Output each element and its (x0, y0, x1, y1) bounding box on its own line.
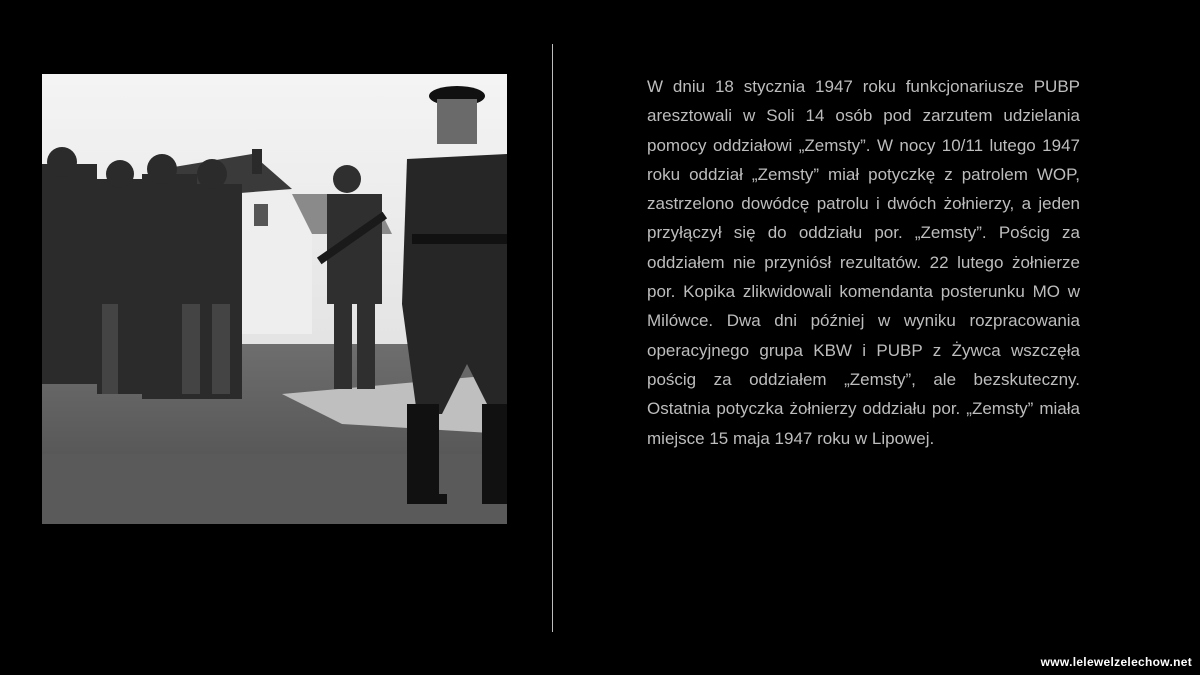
site-watermark: www.lelewelzelechow.net (1040, 655, 1192, 669)
historical-photo (42, 74, 507, 524)
soldiers-photo-illustration (42, 74, 507, 524)
vertical-divider (552, 44, 553, 632)
article-paragraph: W dniu 18 stycznia 1947 roku funkcjonariusze PUBP aresztowali w Soli 14 osób pod zarzutem udzielania pomocy oddziałowi „Zemsty”. W nocy 10/11 lutego 1947 roku oddział „Zemsty” miał potyczkę z patrolem WOP, zastrzelono dowódcę patrolu i dwóch żołnierzy, a jeden przyłączył się do oddziału por. „Zemsty”. Pościg za oddziałem nie przyniósł rezultatów. 22 lutego żołnierze por. Kopika zlikwidowali komendanta posterunku MO w Milówce. Dwa dni później w wyniku rozpracowania operacyjnego grupa KBW i PUBP z Żywca wszczęła pościg za oddziałem „Zemsty”, ale bezskuteczny. Ostatnia potyczka żołnierzy oddziału por. „Zemsty” miała miejsce 15 maja 1947 roku w Lipowej. (647, 77, 1080, 448)
